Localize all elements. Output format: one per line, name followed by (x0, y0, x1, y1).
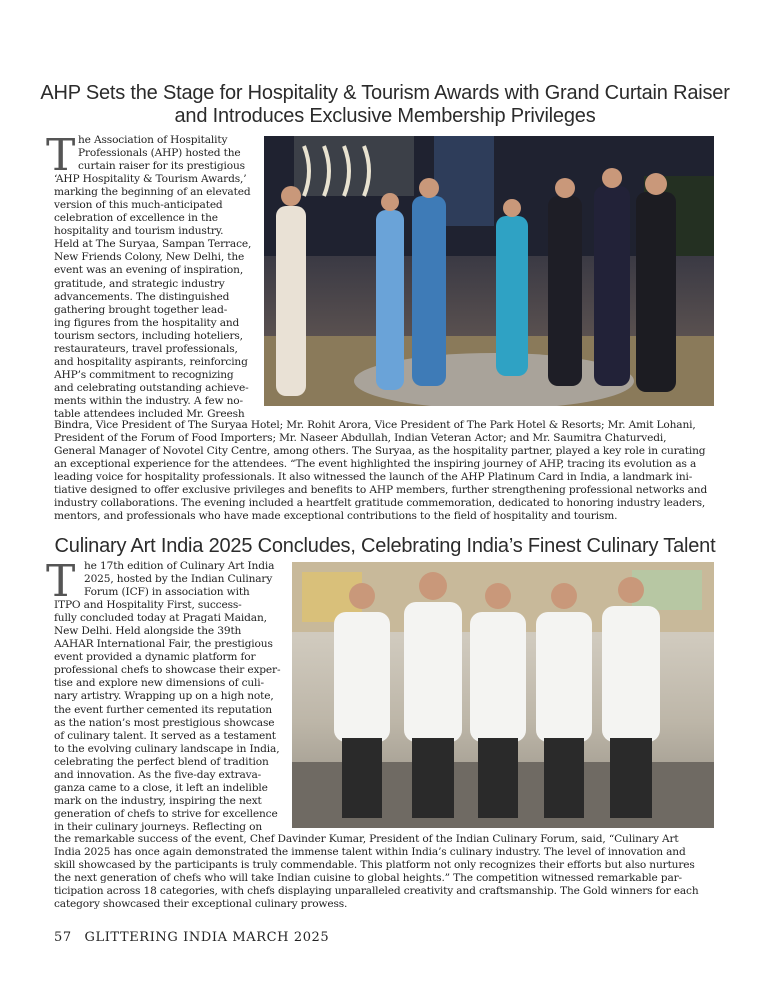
text-line: 2025, hosted by the Indian Culinary (84, 573, 273, 586)
text-line: category showcased their exceptional culinary prowess. (54, 898, 348, 911)
magazine-issue: GLITTERING INDIA MARCH 2025 (84, 930, 330, 945)
article1-group-photo (264, 136, 714, 406)
text-line: fully concluded today at Pragati Maidan, (54, 612, 267, 625)
text-line: professional chefs to showcase their exper- (54, 664, 281, 677)
text-line: marking the beginning of an elevated (54, 186, 251, 199)
text-line: he 17th edition of Culinary Art India (84, 560, 275, 572)
text-line: ‘AHP Hospitality & Tourism Awards,’ (54, 173, 247, 186)
text-line: Forum (ICF) in association with (84, 586, 250, 599)
text-line: an exceptional experience for the attendees. “The event highlighted the inspiring journey of AHP, tracing its evolution as a (54, 458, 697, 471)
text-line: Bindra, Vice President of The Suryaa Hotel; Mr. Rohit Arora, Vice President of The Park Hotel & Resorts; Mr. Amit Lohani, (54, 419, 696, 431)
text-line: tiative designed to offer exclusive privileges and benefits to AHP members, further strengthening professional networks and (54, 484, 708, 497)
article2-headline: Culinary Art India 2025 Concludes, Celebrating India’s Finest Culinary Talent (54, 535, 716, 557)
text-line: curtain raiser for its prestigious (78, 160, 245, 173)
text-line: generation of chefs to strive for excellence (54, 807, 278, 820)
text-line: mark on the industry, inspiring the next (54, 794, 262, 807)
text-line: version of this much-anticipated (54, 199, 223, 212)
text-line: nary artistry. Wrapping up on a high note, (54, 690, 274, 703)
text-line: New Friends Colony, New Delhi, the (54, 251, 245, 264)
text-line: event was an evening of inspiration, (54, 264, 244, 277)
text-line: ITPO and Hospitality First, success- (54, 599, 242, 612)
text-line: in their culinary journeys. Reflecting on (54, 820, 263, 833)
text-line: AAHAR International Fair, the prestigious (54, 638, 273, 651)
text-line: Professionals (AHP) hosted the (78, 147, 241, 160)
text-line: India 2025 has once again demonstrated the immense talent within India’s culinary industry. The level of innovation and (54, 846, 686, 859)
text-line: ganza came to a close, it left an indelible (54, 781, 268, 794)
text-line: and celebrating outstanding achieve- (54, 381, 249, 394)
group-photo-illustration (264, 136, 714, 406)
text-line: Held at The Suryaa, Sampan Terrace, (54, 238, 252, 251)
text-line: the remarkable success of the event, Chef Davinder Kumar, President of the Indian Culinary Forum, said, “Culinary Art (54, 833, 679, 845)
text-line: of culinary talent. It served as a testament (54, 729, 276, 742)
article1-headline: AHP Sets the Stage for Hospitality & Tourism Awards with Grand Curtain Raiser and Introduces Exclusive Membership Privileges (40, 82, 730, 127)
article2-chefs-photo (292, 562, 714, 828)
text-line: hospitality and tourism industry. (54, 225, 224, 238)
article2-body-column (54, 560, 286, 834)
chefs-photo-illustration (292, 562, 714, 828)
text-line: skill showcased by the participants is truly commendable. This platform not only recognizes their efforts but also nurtures (54, 859, 695, 872)
text-line: and innovation. As the five-day extrava- (54, 768, 262, 781)
text-line: advancements. The distinguished (54, 290, 230, 303)
text-line: tourism sectors, including hoteliers, (54, 329, 243, 342)
article1-body-full (54, 419, 714, 523)
text-line: event provided a dynamic platform for (54, 651, 256, 664)
text-line: AHP’s commitment to recognizing (54, 368, 234, 381)
article1-body-column (54, 134, 258, 421)
article2-body-full (54, 833, 714, 911)
text-line: to the evolving culinary landscape in India, (54, 742, 280, 755)
text-line: ticipation across 18 categories, with chefs displaying unparalleled creativity and craftsmanship. The Gold winners for each (54, 885, 699, 898)
page-footer (54, 930, 329, 945)
page-number: 57 (54, 930, 72, 945)
text-line: industry collaborations. The evening included a heartfelt gratitude commemoration, dedicated to honoring industry leaders, (54, 497, 706, 510)
text-line: ments within the industry. A few no- (54, 394, 243, 407)
article1-dropcap: T (46, 130, 76, 181)
text-line: leading voice for hospitality professionals. It also witnessed the launch of the AHP Platinum Card in India, a landmark ini- (54, 471, 693, 484)
text-line: restaurateurs, travel professionals, (54, 342, 238, 355)
text-line: President of the Forum of Food Importers; Mr. Naseer Abdullah, Indian Veteran Actor; and Mr. Saumitra Chaturvedi, (54, 432, 667, 445)
text-line: and hospitality aspirants, reinforcing (54, 355, 248, 368)
text-line: he Association of Hospitality (78, 134, 228, 146)
text-line: the event further cemented its reputation (54, 703, 272, 716)
text-line: as the nation’s most prestigious showcase (54, 716, 275, 729)
text-line: celebration of excellence in the (54, 212, 218, 225)
text-line: the next generation of chefs who will take Indian cuisine to global heights.” The competition witnessed remarkable par- (54, 872, 682, 885)
article2-dropcap: T (46, 556, 76, 607)
text-line: gratitude, and strategic industry (54, 277, 225, 290)
text-line: celebrating the perfect blend of tradition (54, 755, 269, 768)
text-line: gathering brought together lead- (54, 303, 228, 316)
text-line: mentors, and professionals who have made exceptional contributions to the field of hospitality and tourism. (54, 510, 618, 523)
text-line: General Manager of Novotel City Centre, among others. The Suryaa, as the hospitality partner, played a key role in curating (54, 445, 706, 458)
text-line: ing figures from the hospitality and (54, 316, 240, 329)
text-line: New Delhi. Held alongside the 39th (54, 625, 242, 638)
text-line: table attendees included Mr. Greesh (54, 407, 245, 420)
text-line: tise and explore new dimensions of culi- (54, 677, 264, 690)
